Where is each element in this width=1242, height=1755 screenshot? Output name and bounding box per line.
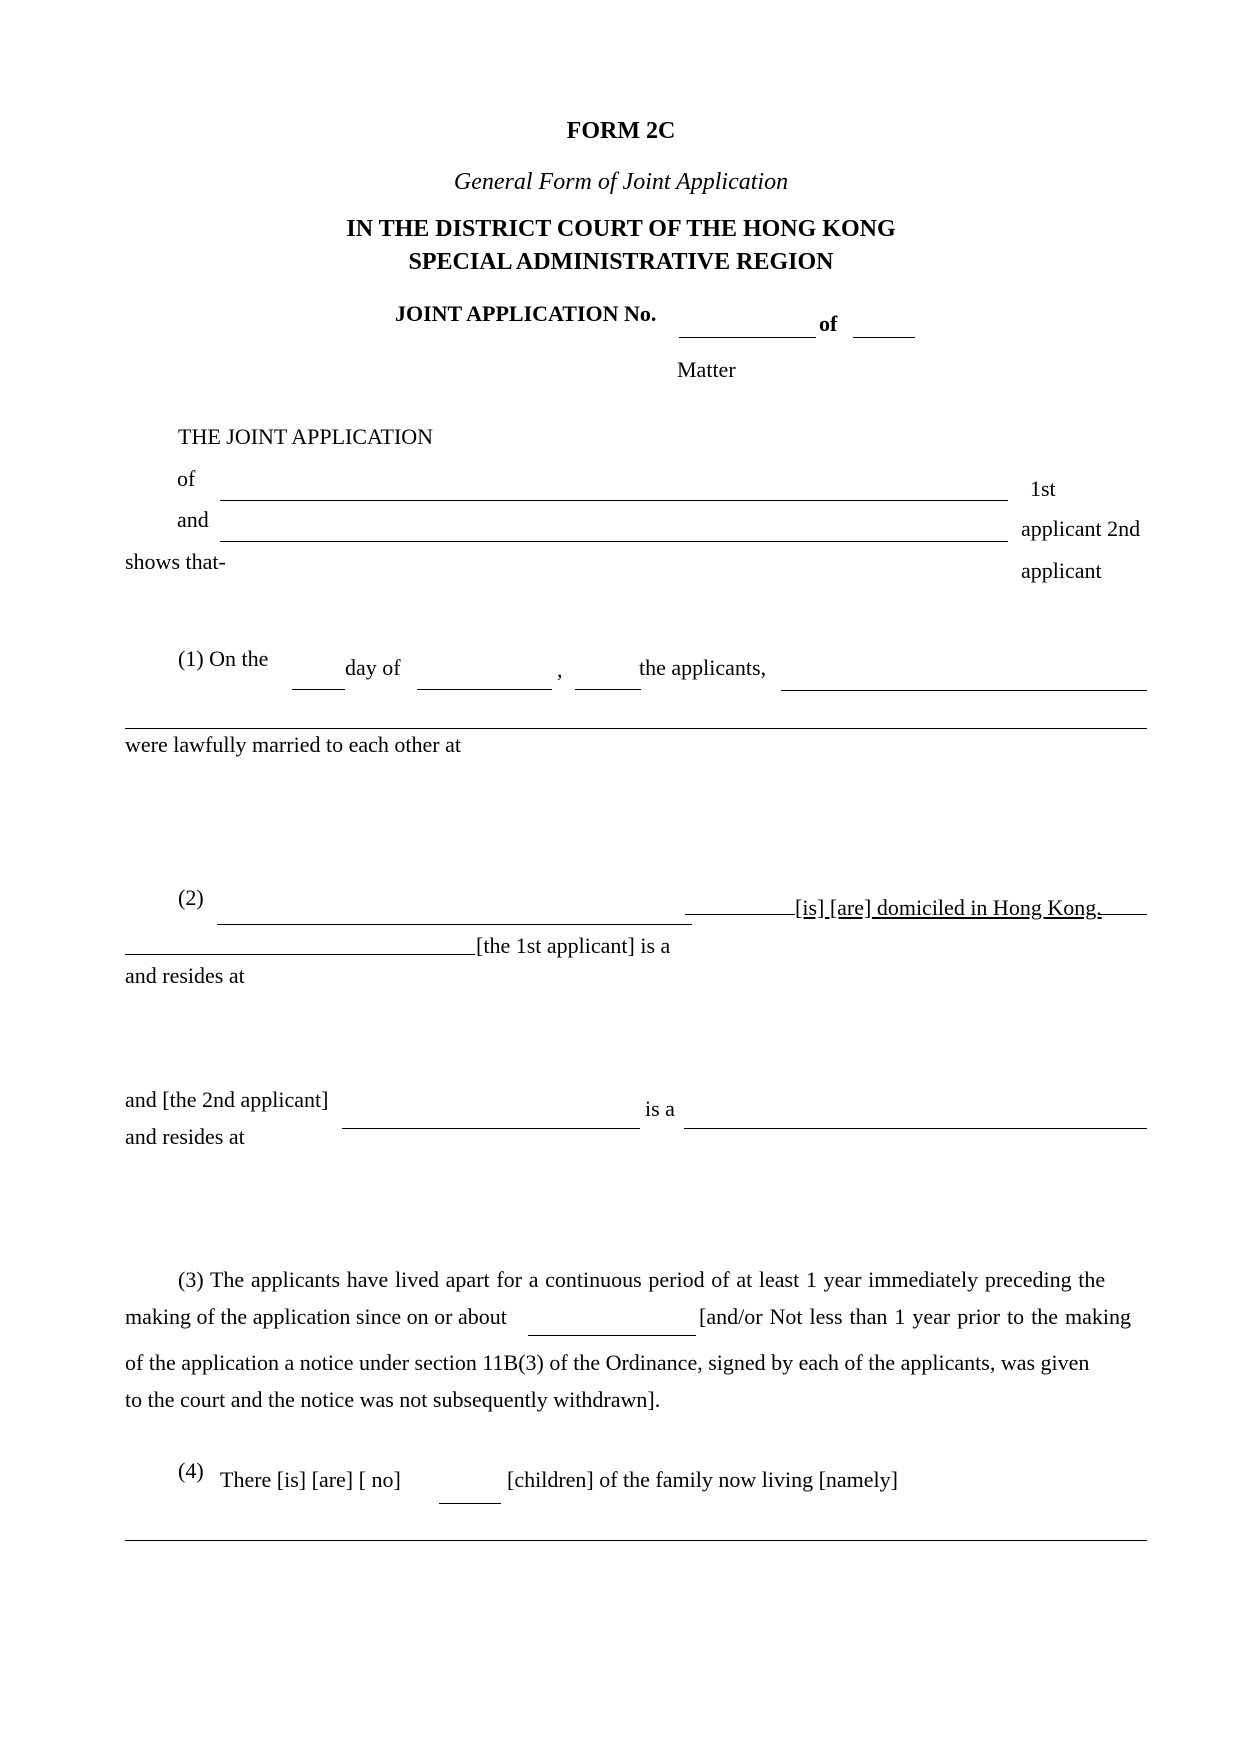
application-number-field[interactable] [679, 337, 816, 338]
form-number: FORM 2C [566, 118, 676, 144]
second-applicant-detail-field[interactable] [684, 1128, 1147, 1129]
first-applicant-name-field[interactable] [220, 500, 1008, 501]
children-label: [children] of the family now living [namely] [507, 1467, 898, 1492]
applicant-label: applicant [1021, 558, 1102, 583]
marriage-day-field[interactable] [292, 689, 345, 690]
application-number-label: JOINT APPLICATION No. [395, 301, 657, 326]
second-applicant-label: and [the 2nd applicant] [125, 1087, 329, 1112]
of-label: of [177, 466, 196, 491]
court-line-1: IN THE DISTRICT COURT OF THE HONG KONG [346, 216, 896, 242]
second-applicant-occupation-field[interactable] [342, 1128, 640, 1129]
separation-date-field[interactable] [528, 1335, 696, 1336]
and-label: and [177, 507, 209, 532]
resides-at-label-1: and resides at [125, 963, 245, 988]
marriage-year-field[interactable] [575, 689, 641, 690]
para3-line-2b: [and/or Not less than 1 year prior to the making [699, 1304, 1132, 1329]
there-is-are-no-label: There [is] [are] [ no] [220, 1467, 401, 1492]
application-year-field[interactable] [853, 337, 915, 338]
applicants-names-field[interactable] [781, 690, 1147, 691]
para1-on-the: (1) On the [178, 646, 269, 671]
domicile-tail-line [1100, 914, 1147, 915]
the-applicants-label: the applicants, [639, 655, 767, 680]
day-of-label: day of [345, 655, 401, 680]
first-applicant-occupation-field[interactable] [125, 954, 475, 955]
marriage-month-field[interactable] [417, 689, 552, 690]
shows-that-label: shows that- [125, 549, 226, 574]
court-line-2: SPECIAL ADMINISTRATIVE REGION [408, 249, 834, 275]
children-count-field[interactable] [439, 1503, 501, 1504]
first-applicant-is-a-label: [the 1st applicant] is a [476, 933, 671, 958]
is-a-label: is a [645, 1096, 675, 1121]
second-applicant-name-field[interactable] [220, 541, 1008, 542]
domicile-extra-field[interactable] [685, 914, 795, 915]
resides-at-label-2: and resides at [125, 1124, 245, 1149]
para3-line-4: to the court and the notice was not subsequently withdrawn]. [125, 1387, 661, 1412]
first-applicant-label: 1st [1030, 476, 1056, 501]
children-names-field[interactable] [125, 1540, 1147, 1541]
joint-application-heading: THE JOINT APPLICATION [178, 424, 434, 449]
comma: , [557, 657, 563, 682]
para4-number: (4) [178, 1458, 204, 1483]
para3-line-2a: making of the application since on or about [125, 1304, 507, 1329]
applicant-2nd-label: applicant 2nd [1021, 516, 1141, 541]
marriage-place-field[interactable] [125, 728, 1147, 729]
form-title: General Form of Joint Application [453, 169, 789, 195]
para2-number: (2) [178, 885, 204, 910]
domicile-name-field[interactable] [217, 924, 692, 925]
matter-label: Matter [677, 357, 736, 382]
domiciled-label: [is] [are] domiciled in Hong Kong. [795, 895, 1102, 920]
para3-line-3: of the application a notice under section 11B(3) of the Ordinance, signed by each of the applicants, was given [125, 1350, 1090, 1375]
of-label: of [819, 311, 838, 336]
para3-line-1: (3) The applicants have lived apart for a continuous period of at least 1 year immediately preceding the [178, 1267, 1106, 1292]
married-at-label: were lawfully married to each other at [125, 732, 461, 757]
